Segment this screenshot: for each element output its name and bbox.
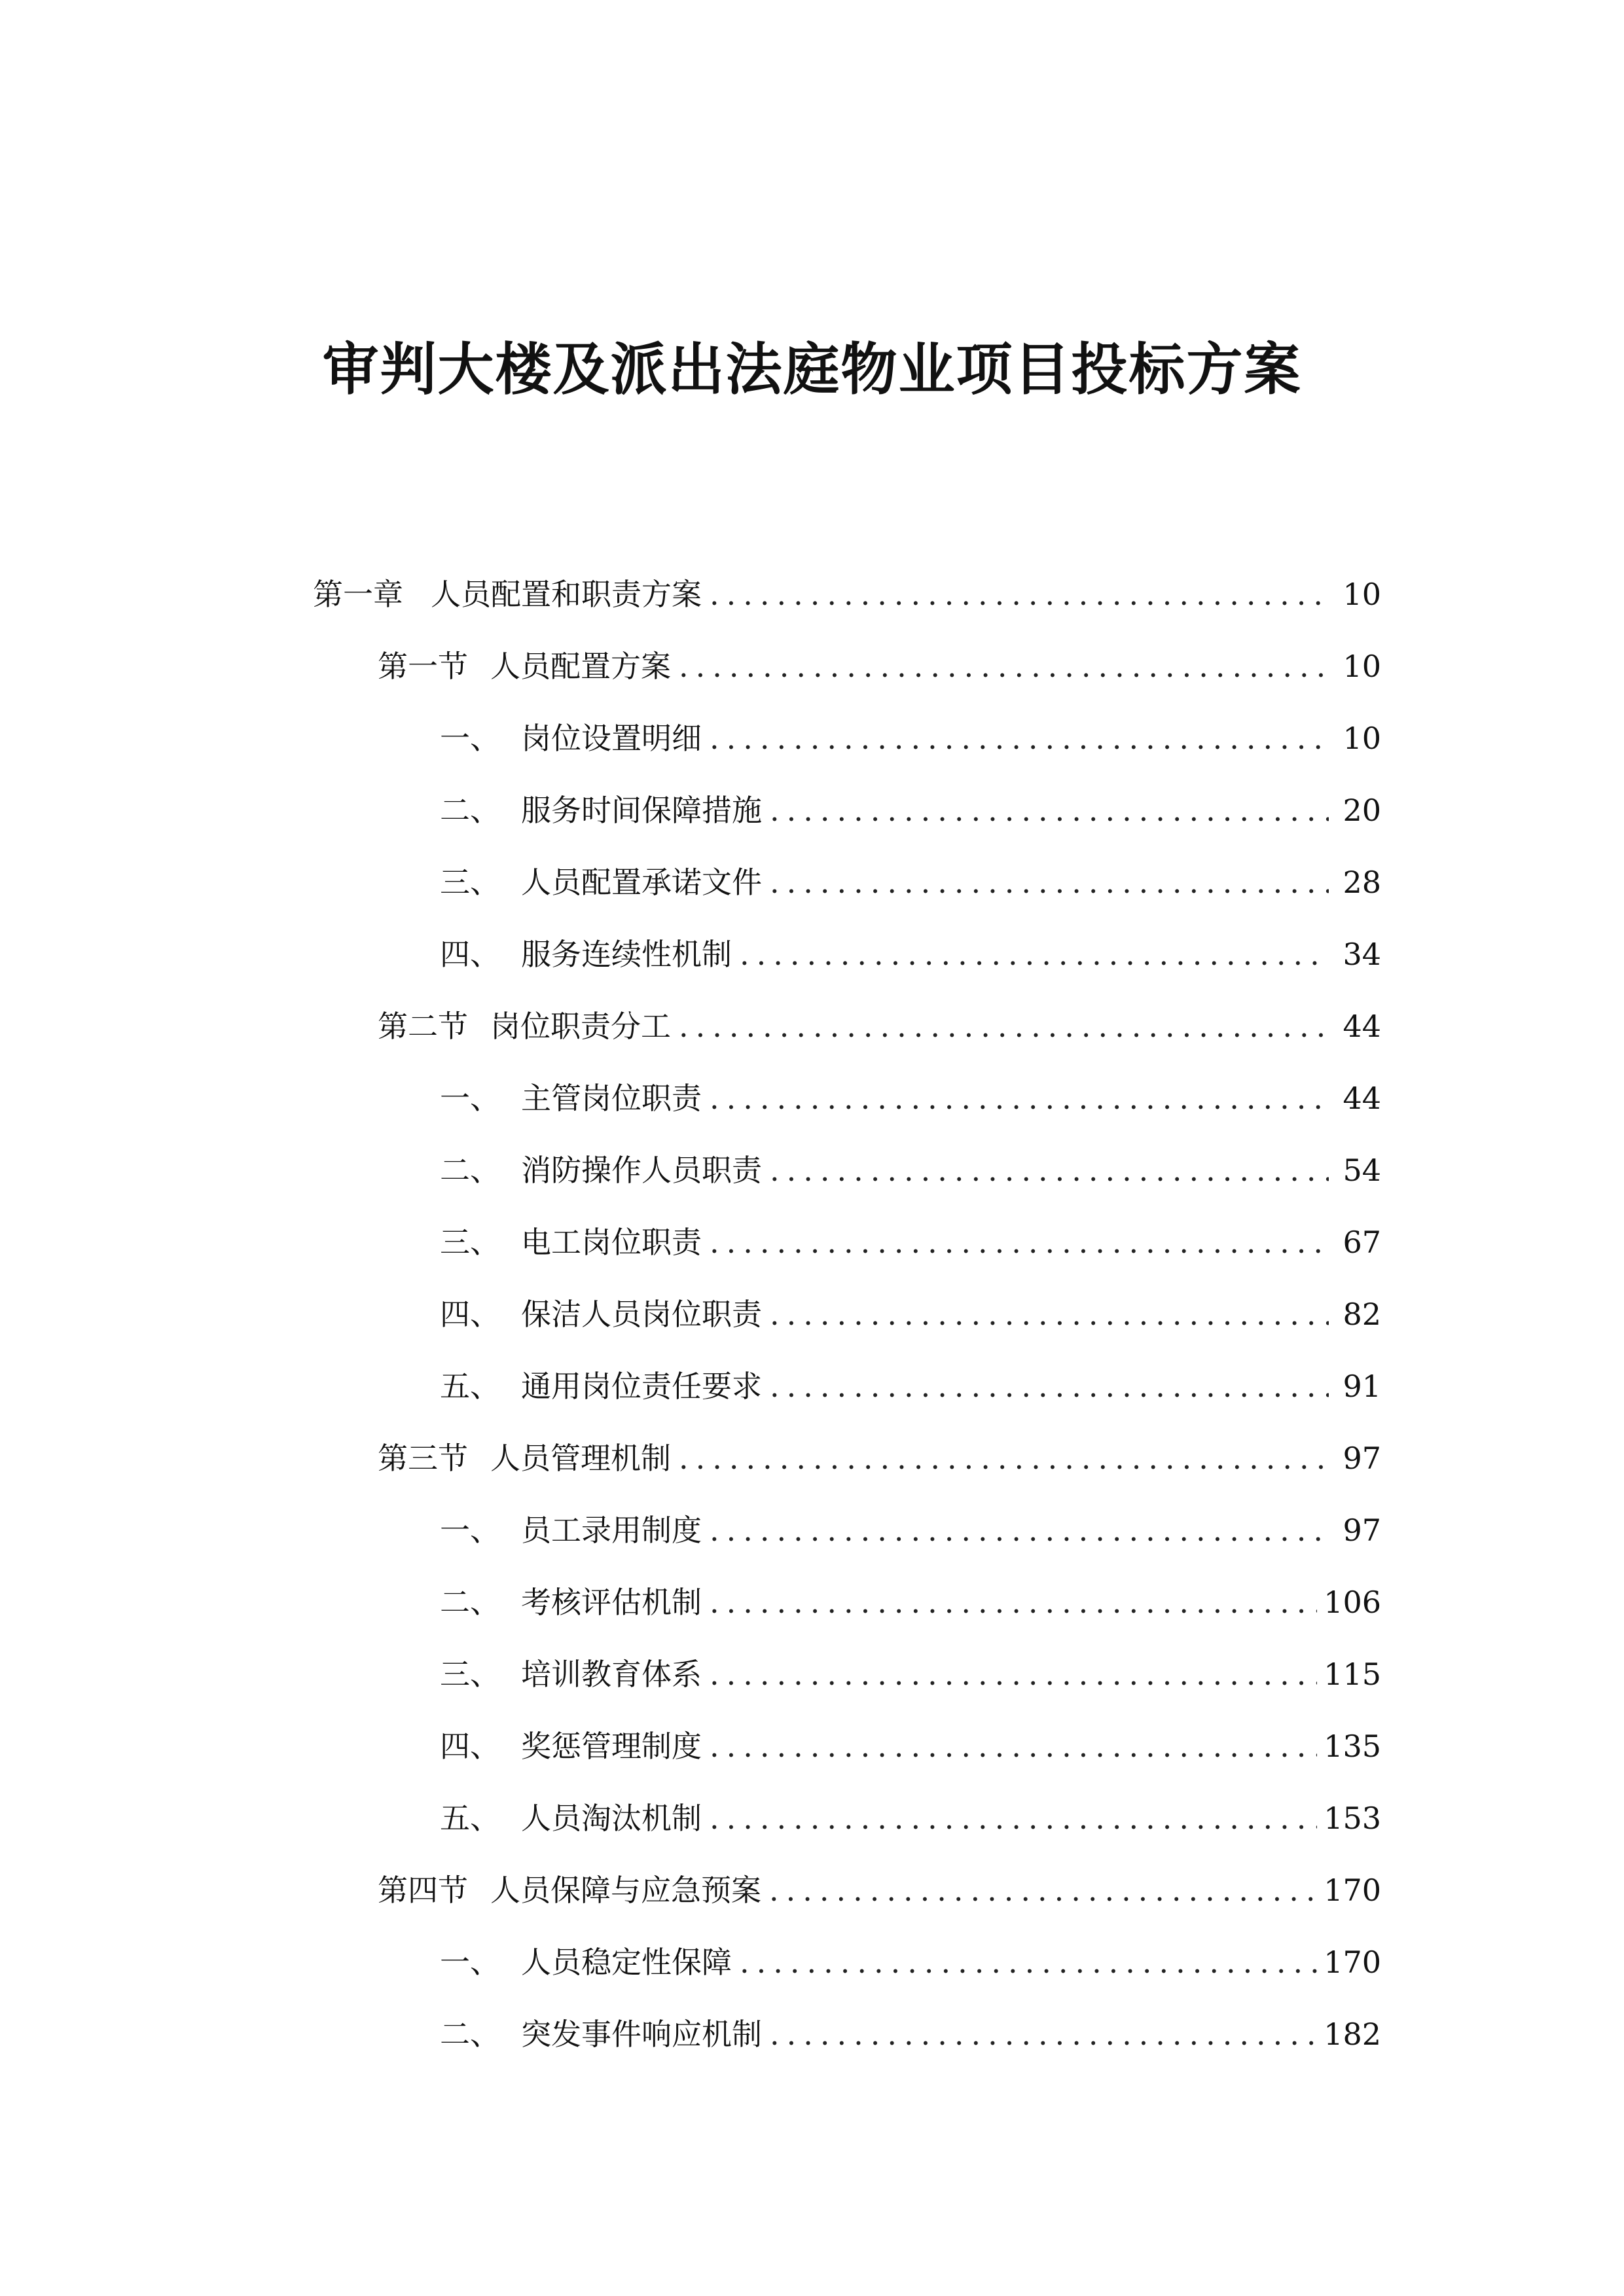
toc-entry-title: 保洁人员岗位职责 (521, 1297, 762, 1332)
dot-leader (710, 1504, 1329, 1556)
toc-entry-title: 电工岗位职责 (521, 1225, 702, 1260)
toc-entry-page: 10 (1343, 649, 1381, 684)
toc-entry[interactable] (378, 1000, 1381, 1052)
dot-leader (769, 1864, 1317, 1916)
toc-entry-number: 二、 (440, 2017, 500, 2052)
toc-entry-number: 第三节 (378, 1441, 468, 1476)
toc-entry[interactable] (378, 640, 1381, 692)
dot-leader (770, 1144, 1329, 1196)
toc-entry-page: 97 (1343, 1441, 1381, 1476)
dot-leader (740, 928, 1329, 980)
toc-entry-title: 岗位职责分工 (490, 1009, 671, 1044)
toc-entry-title: 人员配置方案 (490, 649, 671, 684)
toc-entry-page: 67 (1343, 1225, 1381, 1260)
dot-leader (710, 1648, 1317, 1700)
dot-leader (710, 1576, 1317, 1628)
toc-entry-page: 54 (1343, 1153, 1381, 1188)
toc-entry-number: 第一节 (378, 649, 468, 684)
toc-entry-title: 人员配置承诺文件 (521, 865, 762, 900)
toc-entry[interactable] (440, 784, 1381, 836)
toc-entry-page: 106 (1324, 1585, 1381, 1620)
toc-entry-title: 人员配置和职责方案 (431, 577, 702, 612)
toc-entry-number: 二、 (440, 793, 500, 828)
toc-entry-title: 人员管理机制 (490, 1441, 671, 1476)
dot-leader (710, 1792, 1317, 1844)
toc-entry-page: 20 (1343, 793, 1381, 828)
toc-entry-number: 一、 (440, 1513, 500, 1548)
toc-entry-title: 培训教育体系 (521, 1657, 702, 1692)
dot-leader (770, 1360, 1329, 1412)
toc-entry-title: 消防操作人员职责 (521, 1153, 762, 1188)
toc-entry[interactable] (440, 1216, 1381, 1268)
toc-entry-page: 170 (1324, 1873, 1381, 1908)
toc-entry-page: 170 (1324, 1945, 1381, 1980)
toc-entry-number: 一、 (440, 1081, 500, 1116)
toc-entry-title: 主管岗位职责 (521, 1081, 702, 1116)
dot-leader (710, 568, 1329, 620)
toc-entry[interactable] (440, 1792, 1381, 1844)
toc-entry-number: 三、 (440, 865, 500, 900)
dot-leader (770, 2008, 1317, 2060)
toc-entry[interactable] (378, 1432, 1381, 1484)
toc-entry-page: 97 (1343, 1513, 1381, 1548)
toc-entry-page: 28 (1343, 865, 1381, 900)
toc-entry[interactable] (313, 568, 1381, 620)
toc-entry[interactable] (440, 1072, 1381, 1124)
toc-entry-page: 82 (1343, 1297, 1381, 1332)
dot-leader (770, 784, 1329, 836)
toc-entry-number: 一、 (440, 1945, 500, 1980)
toc-entry-number: 五、 (440, 1369, 500, 1404)
toc-entry-title: 突发事件响应机制 (521, 2017, 762, 2052)
toc-entry-number: 四、 (440, 1729, 500, 1764)
toc-entry-page: 10 (1343, 577, 1381, 612)
toc-entry-page: 34 (1343, 937, 1381, 972)
toc-entry-number: 第一章 (313, 577, 403, 612)
toc-entry[interactable] (440, 928, 1381, 980)
toc-entry[interactable] (440, 1144, 1381, 1196)
toc-entry-number: 第四节 (378, 1873, 468, 1908)
toc-entry-title: 通用岗位责任要求 (521, 1369, 762, 1404)
toc-entry-page: 115 (1324, 1657, 1381, 1692)
dot-leader (740, 1936, 1317, 1988)
dot-leader (710, 712, 1329, 764)
dot-leader (679, 1000, 1329, 1052)
toc-entry-title: 服务时间保障措施 (521, 793, 762, 828)
toc-entry[interactable] (440, 2008, 1381, 2060)
toc-entry-page: 91 (1343, 1369, 1381, 1404)
dot-leader (710, 1720, 1317, 1772)
toc-entry-title: 考核评估机制 (521, 1585, 702, 1620)
toc-entry[interactable] (440, 1504, 1381, 1556)
toc-entry-number: 第二节 (378, 1009, 468, 1044)
toc-entry-title: 岗位设置明细 (521, 721, 702, 756)
toc-entry[interactable] (440, 856, 1381, 908)
toc-entry-number: 一、 (440, 721, 500, 756)
toc-entry-title: 人员稳定性保障 (521, 1945, 732, 1980)
dot-leader (679, 640, 1329, 692)
toc-entry[interactable] (440, 712, 1381, 764)
toc-entry-number: 三、 (440, 1225, 500, 1260)
toc-entry[interactable] (440, 1288, 1381, 1340)
toc-entry[interactable] (440, 1576, 1381, 1628)
toc-entry-number: 三、 (440, 1657, 500, 1692)
toc-entry-number: 二、 (440, 1585, 500, 1620)
toc-entry-page: 153 (1324, 1801, 1381, 1836)
dot-leader (710, 1216, 1329, 1268)
toc-entry[interactable] (440, 1720, 1381, 1772)
dot-leader (679, 1432, 1329, 1484)
toc-entry-title: 人员保障与应急预案 (490, 1873, 761, 1908)
toc-entry-page: 135 (1324, 1729, 1381, 1764)
toc-entry-number: 四、 (440, 937, 500, 972)
toc-entry-title: 员工录用制度 (521, 1513, 702, 1548)
toc-entry-number: 二、 (440, 1153, 500, 1188)
toc-entry-title: 奖惩管理制度 (521, 1729, 702, 1764)
dot-leader (770, 856, 1329, 908)
toc-entry-title: 服务连续性机制 (521, 937, 732, 972)
toc-entry-page: 182 (1324, 2017, 1381, 2052)
toc-entry-page: 10 (1343, 721, 1381, 756)
dot-leader (770, 1288, 1329, 1340)
toc-entry[interactable] (378, 1864, 1381, 1916)
dot-leader (710, 1072, 1329, 1124)
toc-entry[interactable] (440, 1936, 1381, 1988)
toc-entry[interactable] (440, 1360, 1381, 1412)
toc-entry[interactable] (440, 1648, 1381, 1700)
toc-entry-page: 44 (1343, 1009, 1381, 1044)
toc-entry-number: 四、 (440, 1297, 500, 1332)
toc-entry-number: 五、 (440, 1801, 500, 1836)
toc-entry-title: 人员淘汰机制 (521, 1801, 702, 1836)
toc-entry-page: 44 (1343, 1081, 1381, 1116)
document-title: 审判大楼及派出法庭物业项目投标方案 (322, 337, 1302, 403)
